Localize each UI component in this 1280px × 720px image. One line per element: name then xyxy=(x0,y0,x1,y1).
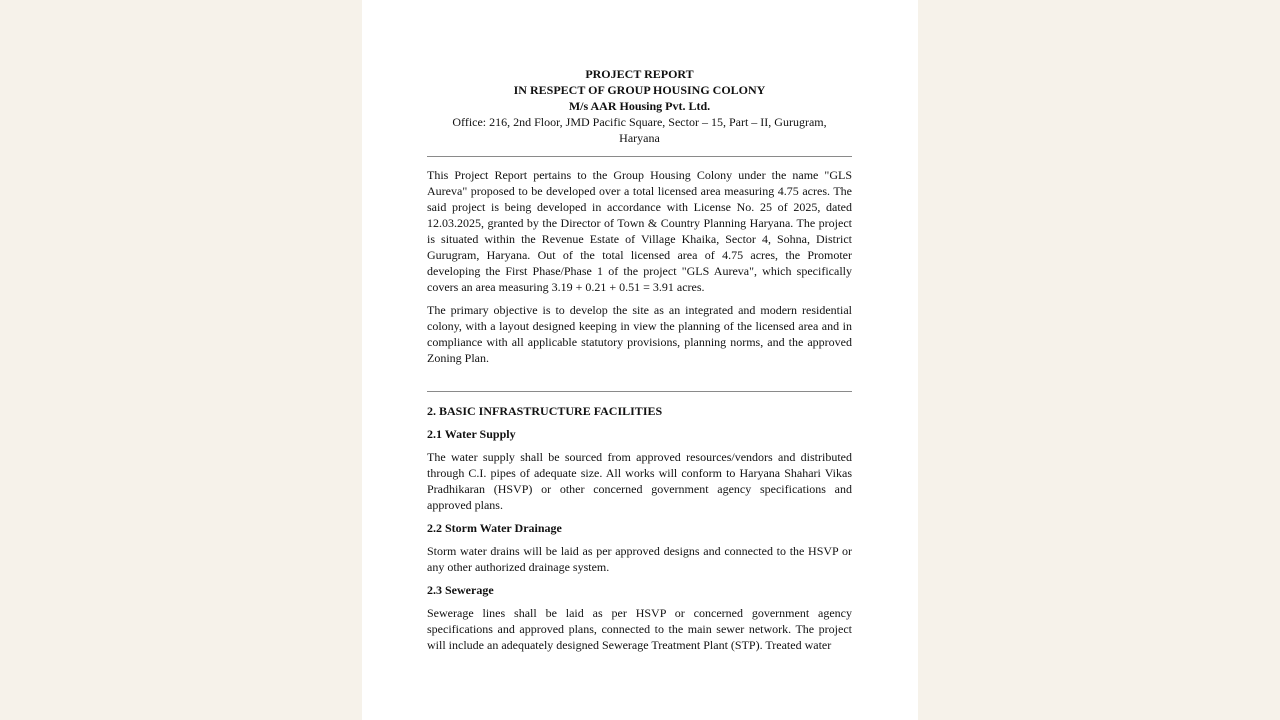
report-title: PROJECT REPORT xyxy=(585,67,694,81)
sewerage-text: Sewerage lines shall be laid as per HSVP or concerned government agency specifications and approved plans, connected to the main sewer network. The project will include an adequately designed Sewerage Treatment Plant (STP). Treated water xyxy=(427,606,852,652)
section-divider xyxy=(427,391,852,392)
office-address-line1: Office: 216, 2nd Floor, JMD Pacific Square, Sector – 15, Part – II, Gurugram, xyxy=(452,115,827,129)
storm-drainage-text: Storm water drains will be laid as per approved designs and connected to the HSVP or any other authorized drainage system. xyxy=(427,544,852,574)
intro-paragraph-1: This Project Report pertains to the Group Housing Colony under the name "GLS Aureva" proposed to be developed over a total licensed area measuring 4.75 acres. The said project is being developed in accordance with License No. 25 of 2025, dated 12.03.2025, granted by the Director of Town & Country Planning Haryana. The project is situated within the Revenue Estate of Village Khaika, Sector 4, Sohna, District Gurugram, Haryana. Out of the total licensed area of 4.75 acres, the Promoter developing the First Phase/Phase 1 of the project "GLS Aureva", which specifically covers an area measuring 3.19 + 0.21 + 0.51 = 3.91 acres. xyxy=(427,168,852,294)
document-page xyxy=(362,0,918,720)
intro-paragraph-2: The primary objective is to develop the site as an integrated and modern residential colony, with a layout designed keeping in view the planning of the licensed area and in compliance with all applicable statutory provisions, planning norms, and the approved Zoning Plan. xyxy=(427,303,852,365)
header-divider xyxy=(427,156,852,157)
company-name: M/s AAR Housing Pvt. Ltd. xyxy=(568,99,711,113)
subsection-heading-storm-drainage: 2.2 Storm Water Drainage xyxy=(427,521,562,535)
report-header xyxy=(427,66,852,146)
section-heading-infrastructure: 2. BASIC INFRASTRUCTURE FACILITIES xyxy=(427,404,663,418)
page-content xyxy=(427,66,852,660)
subsection-heading-sewerage: 2.3 Sewerage xyxy=(427,583,494,597)
water-supply-text: The water supply shall be sourced from approved resources/vendors and distributed through C.I. pipes of adequate size. All works will conform to Haryana Shahari Vikas Pradhikaran (HSVP) or other concerned government agency specifications and approved plans. xyxy=(427,450,852,512)
subsection-heading-water-supply: 2.1 Water Supply xyxy=(427,427,516,441)
office-address-line2: Haryana xyxy=(619,131,660,145)
report-subtitle: IN RESPECT OF GROUP HOUSING COLONY xyxy=(513,83,766,97)
